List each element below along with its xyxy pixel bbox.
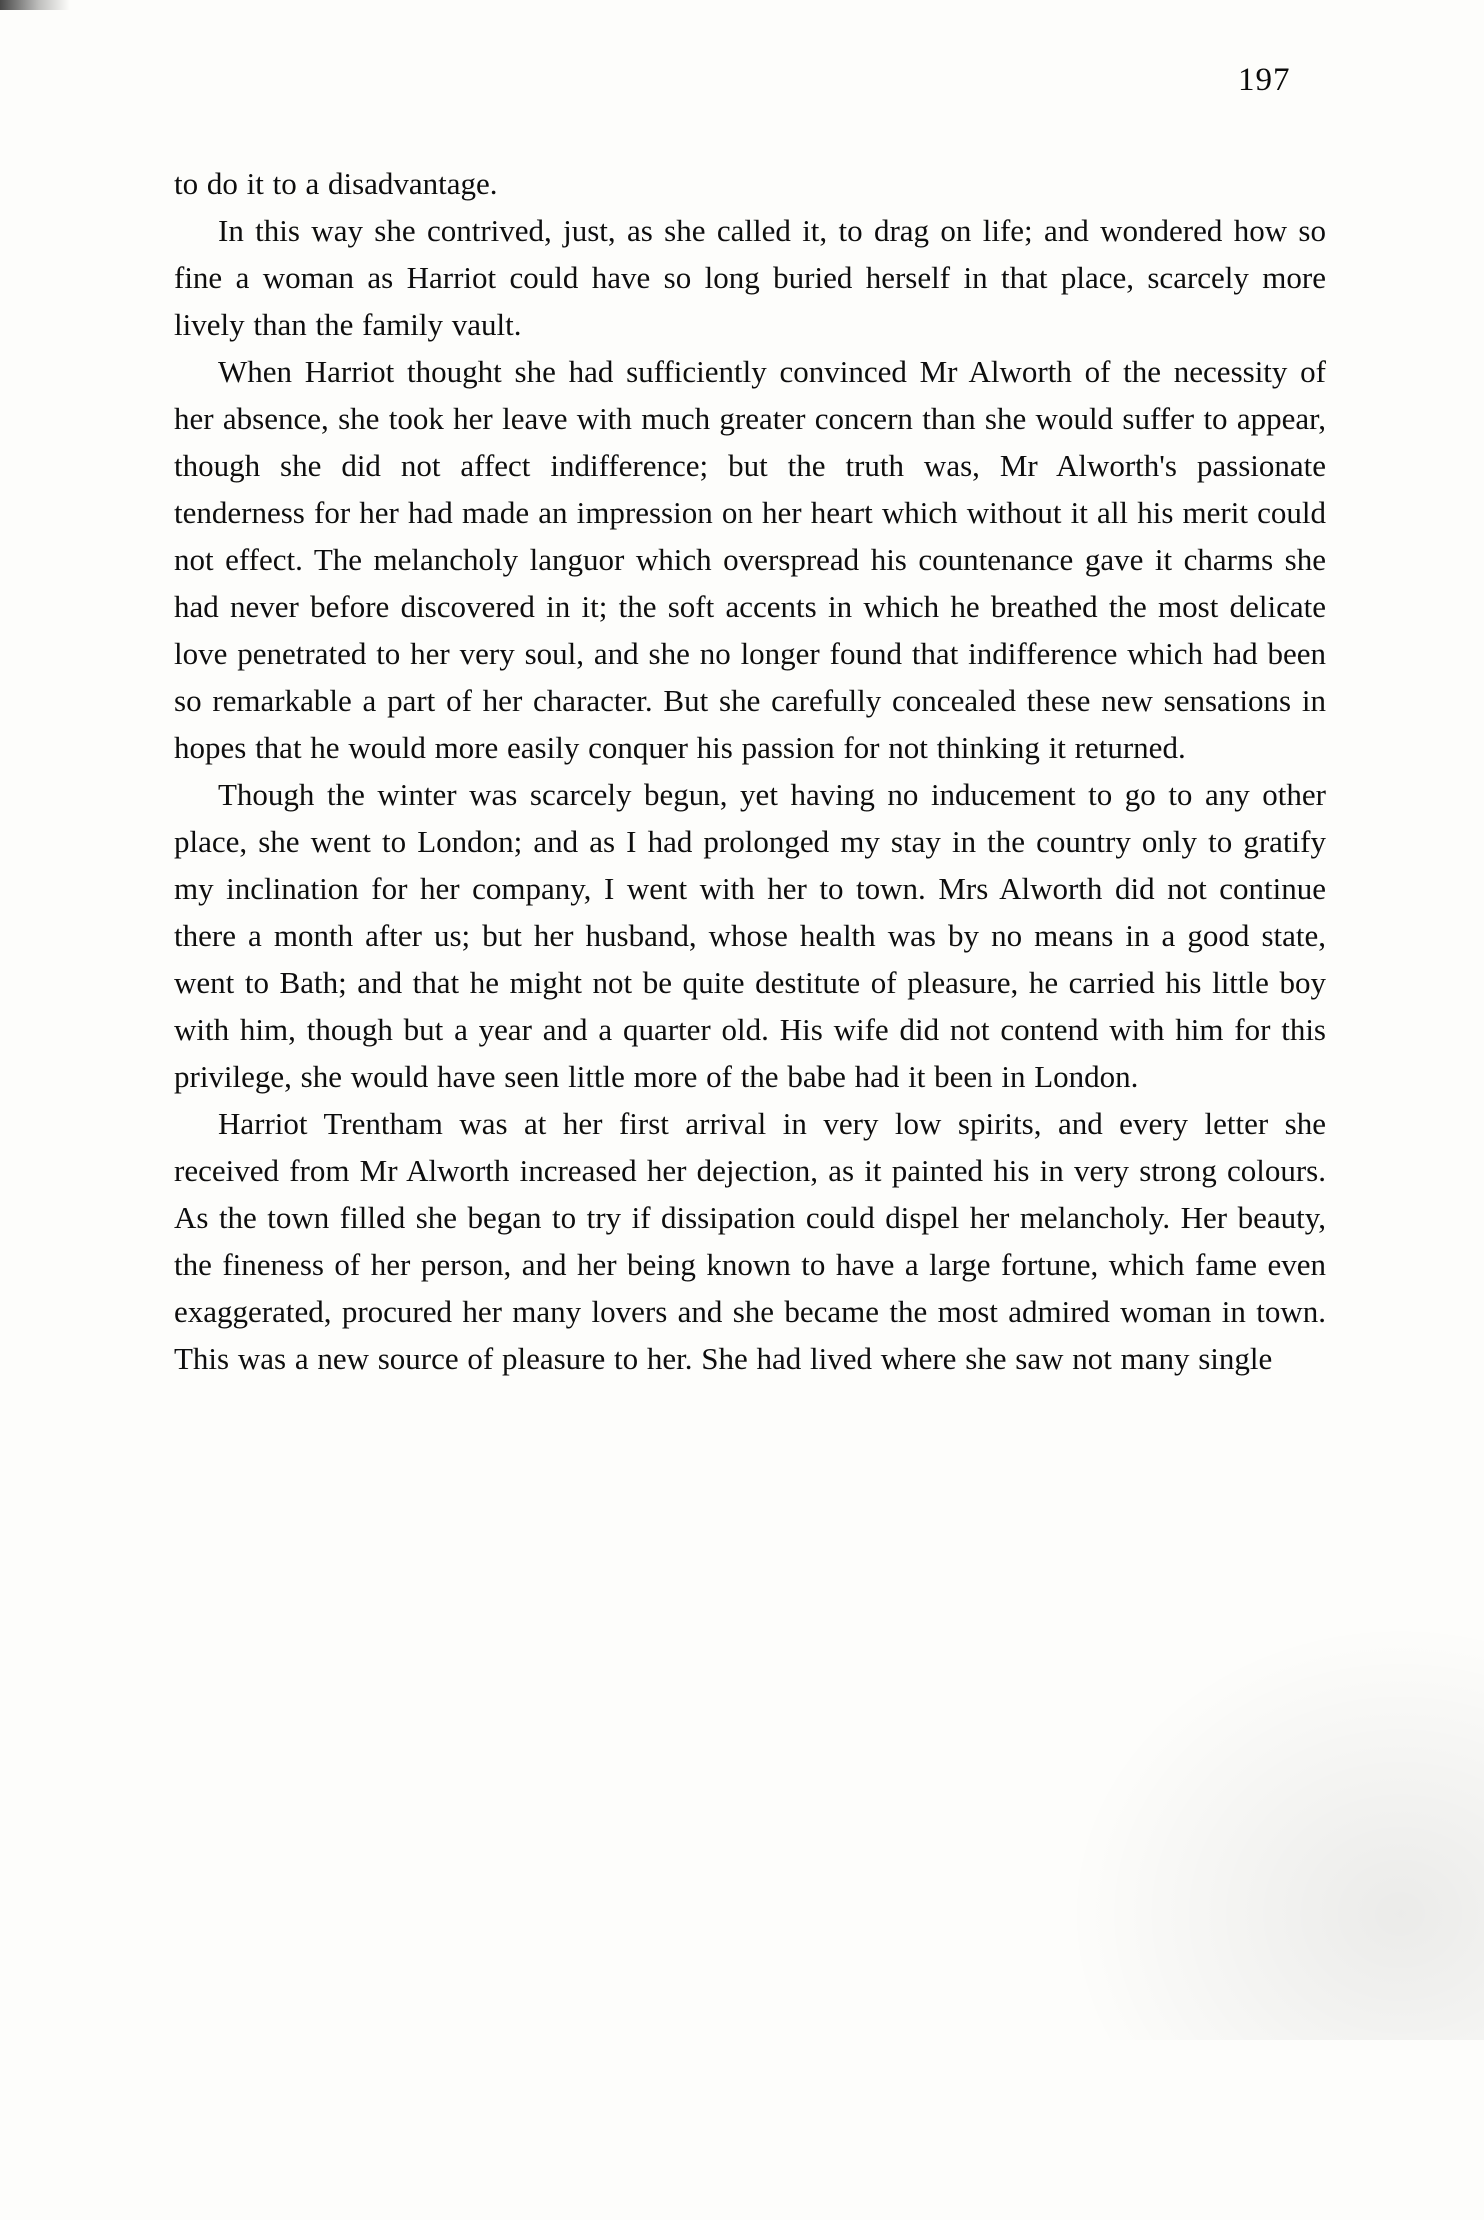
- page-number: 197: [1238, 62, 1291, 98]
- paragraph: Harriot Trentham was at her first arrival in very low spirits, and every letter she received from Mr Alworth increased her dejection, as it painted his in very strong colours. As the town filled she began to try if dissipation could dispel her melancholy. Her beauty, the fineness of her person, and her being known to have a large fortune, which fame even exaggerated, procured her many lovers and she became the most admired woman in town. This was a new source of pleasure to her. She had lived where she saw not many single: [174, 1106, 1326, 1376]
- paragraph: In this way she contrived, just, as she called it, to drag on life; and wondered how so fine a woman as Harriot could have so long buried herself in that place, scarcely more lively than the family vault.: [174, 213, 1326, 342]
- scan-edge-artifact: [0, 0, 70, 10]
- paragraph: When Harriot thought she had sufficiently convinced Mr Alworth of the necessity of her absence, she took her leave with much greater concern than she would suffer to appear, though she did not affect indifference; but the truth was, Mr Alworth's passionate tenderness for her had made an impression on her heart which without it all his merit could not effect. The melancholy languor which overspread his countenance gave it charms she had never before discovered in it; the soft accents in which he breathed the most delicate love penetrated to her very soul, and she no longer found that indifference which had been so remarkable a part of her character. But she carefully concealed these new sensations in hopes that he would more easily conquer his passion for not thinking it returned.: [174, 354, 1326, 765]
- paragraph: Though the winter was scarcely begun, yet having no inducement to go to any other place, she went to London; and as I had prolonged my stay in the country only to gratify my inclination for her company, I went with her to town. Mrs Alworth did not continue there a month after us; but her husband, whose health was by no means in a good state, went to Bath; and that he might not be quite destitute of pleasure, he carried his little boy with him, though but a year and a quarter old. His wife did not contend with him for this privilege, she would have seen little more of the babe had it been in London.: [174, 777, 1326, 1094]
- ink-bleed-artifact: [1064, 1620, 1484, 2040]
- body-text: [174, 160, 1326, 1382]
- paragraph-continuation: to do it to a disadvantage.: [174, 166, 498, 201]
